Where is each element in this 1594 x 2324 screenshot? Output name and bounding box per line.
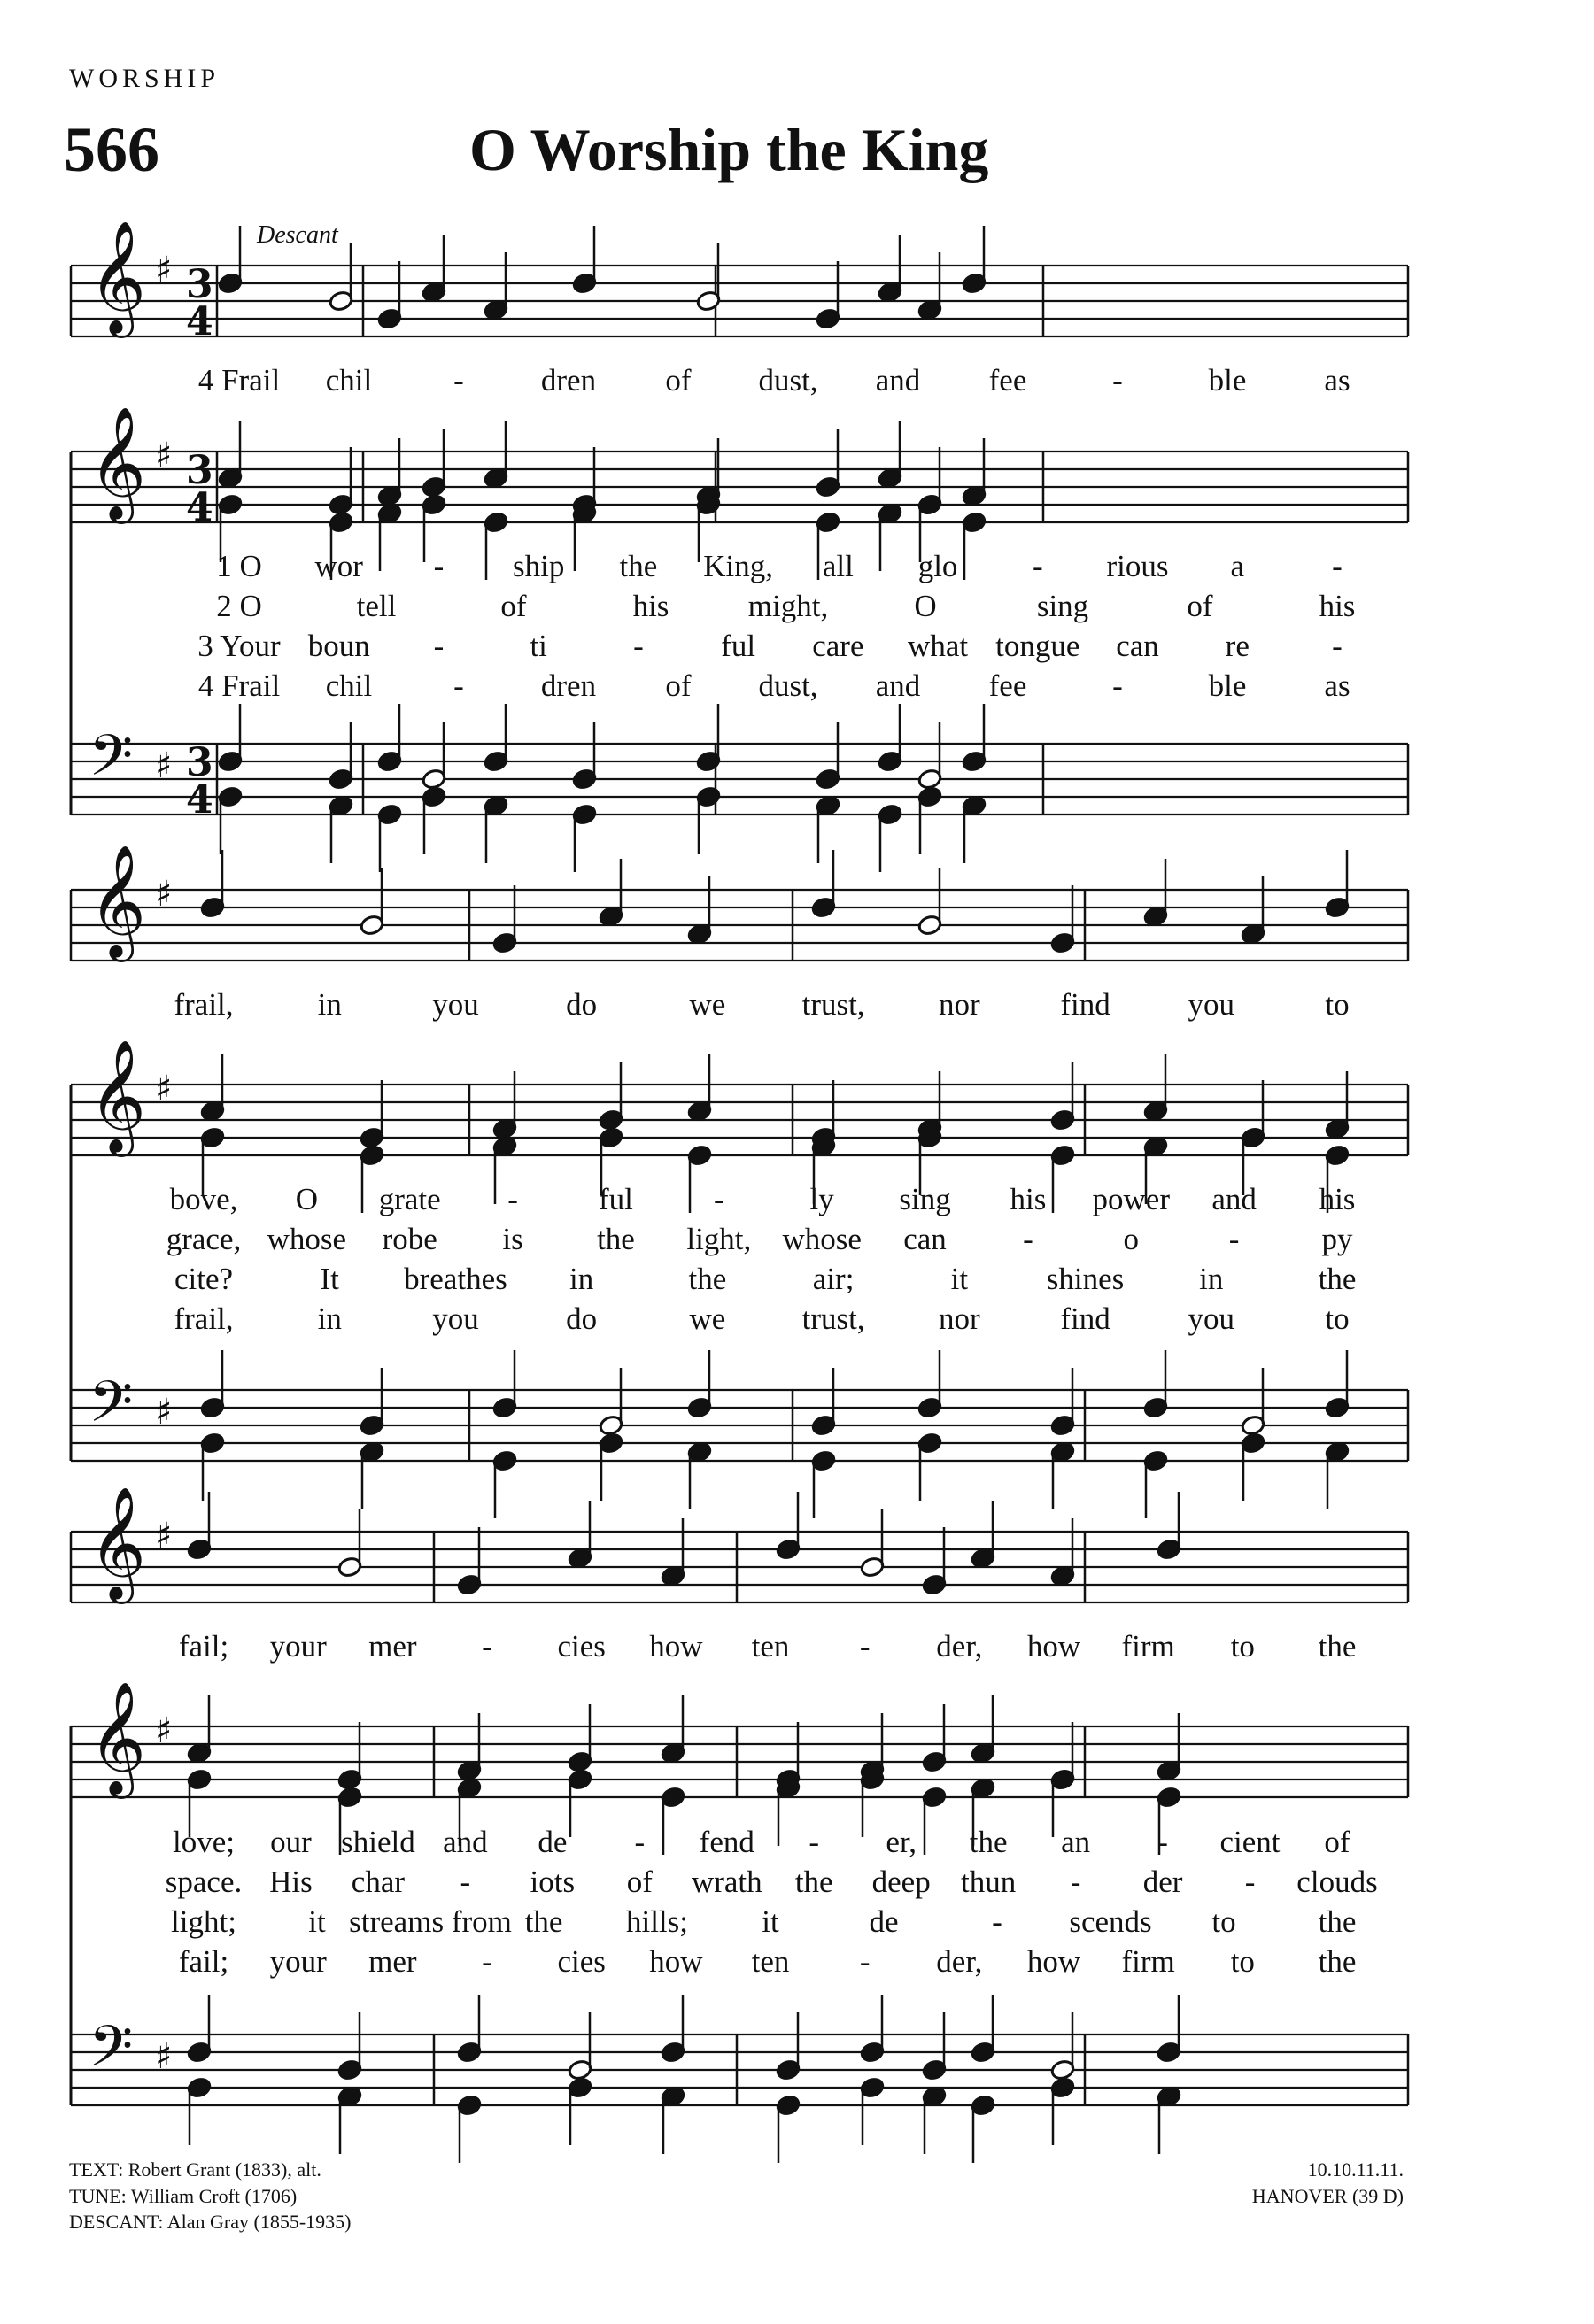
systems-2-descant_lyrics-syllable-1: fail; (178, 1629, 229, 1664)
systems-0-verses-2-syllable-5: - (633, 629, 644, 663)
system-1-descant-clef: 𝄞 (89, 220, 147, 333)
credit-tune: TUNE: William Croft (1706) (69, 2184, 298, 2207)
systems-2-verses-1-syllable-2: His (269, 1865, 313, 1899)
credit-descant: DESCANT: Alan Gray (1855-1935) (69, 2211, 352, 2234)
systems-2-verses-1-syllable-10: thun (961, 1865, 1017, 1899)
systems-2-verses-0-syllable-10: the (969, 1825, 1008, 1859)
systems-1-verses-0-syllable-2: O (295, 1182, 318, 1216)
systems-1-verses-2-syllable-4: in (569, 1262, 594, 1296)
systems-1-verses-0-syllable-5: ful (599, 1182, 633, 1216)
systems-2-verses-2-syllable-8: - (992, 1904, 1002, 1939)
systems-0-verses-0-syllable-11: a (1230, 549, 1245, 583)
systems-2-verses-2-syllable-9: scends (1069, 1904, 1152, 1939)
system-1-treble-time-top: 3 (186, 448, 213, 493)
systems-1-verses-2-syllable-5: the (688, 1262, 727, 1296)
systems-0-verses-1-syllable-2: tell (356, 589, 397, 623)
systems-0-verses-0-syllable-4: ship (512, 549, 565, 583)
systems-1-verses-2-syllable-10: the (1318, 1262, 1357, 1296)
systems-2-descant_lyrics-syllable-4: - (482, 1629, 492, 1664)
systems-1-descant_lyrics-syllable-7: nor (939, 987, 980, 1022)
systems-1-descant_lyrics-syllable-10: to (1325, 987, 1350, 1022)
systems-2-descant_lyrics-syllable-11: firm (1121, 1629, 1175, 1664)
systems-1-verses-3-syllable-1: frail, (174, 1301, 234, 1336)
systems-0-descant_lyrics-syllable-2: chil (325, 363, 373, 398)
systems-1-verses-1-syllable-8: can (903, 1222, 947, 1256)
systems-1-verses-0-syllable-9: his (1010, 1182, 1047, 1216)
systems-0-verses-3-syllable-6: dust, (758, 668, 818, 703)
systems-2-verses-3-syllable-3: mer (368, 1944, 417, 1979)
systems-1-descant_lyrics-syllable-2: in (317, 987, 342, 1022)
systems-2-verses-1-syllable-3: char (351, 1865, 406, 1899)
systems-2-verses-3-syllable-4: - (482, 1944, 492, 1979)
systems-2-verses-3-syllable-10: how (1026, 1944, 1081, 1979)
systems-0-verses-1-syllable-9: his (1319, 589, 1356, 623)
systems-0-verses-1-syllable-1: 2 O (216, 589, 262, 623)
system-1-descant-time-top: 3 (186, 262, 213, 307)
systems-1-verses-0-syllable-4: - (507, 1182, 518, 1216)
systems-2-descant_lyrics-syllable-9: der, (936, 1629, 983, 1664)
systems-0-verses-0-syllable-1: 1 O (216, 549, 262, 583)
systems-0-verses-2-syllable-9: tongue (995, 629, 1080, 663)
systems-1-descant_lyrics-syllable-1: frail, (174, 987, 234, 1022)
systems-0-verses-3-syllable-5: of (665, 668, 692, 703)
systems-0-descant_lyrics-syllable-10: ble (1208, 363, 1247, 398)
systems-2-descant_lyrics-syllable-5: cies (557, 1629, 606, 1664)
system-3-bass-clef: 𝄢 (89, 2014, 134, 2094)
systems-2-descant_lyrics-syllable-12: to (1230, 1629, 1255, 1664)
systems-0-verses-3-syllable-10: ble (1208, 668, 1247, 703)
system-1-descant-key: ♯ (155, 250, 173, 290)
systems-2-verses-0-syllable-14: of (1324, 1825, 1350, 1859)
systems-2-verses-1-syllable-6: of (626, 1865, 653, 1899)
systems-0-verses-2-syllable-6: ful (721, 629, 756, 663)
systems-2-verses-0-syllable-13: cient (1219, 1825, 1281, 1859)
systems-0-verses-3-syllable-11: as (1324, 668, 1350, 703)
system-2-bass-key: ♯ (155, 1392, 173, 1432)
systems-0-descant_lyrics-syllable-5: of (665, 363, 692, 398)
systems-1-verses-3-syllable-10: to (1325, 1301, 1350, 1336)
hymn-title: O Worship the King (469, 116, 989, 183)
systems-2-verses-1-syllable-4: - (460, 1865, 471, 1899)
systems-2-verses-2-syllable-3: streams from (349, 1904, 512, 1939)
systems-2-verses-2-syllable-6: it (762, 1904, 779, 1939)
systems-0-verses-1-syllable-4: his (632, 589, 669, 623)
systems-1-verses-2-syllable-6: air; (812, 1262, 855, 1296)
system-1-treble-key: ♯ (155, 436, 173, 476)
system-1-treble-time-bottom: 4 (186, 485, 213, 530)
systems-2-verses-0-syllable-8: - (809, 1825, 820, 1859)
systems-2-verses-3-syllable-8: - (859, 1944, 871, 1979)
systems-2-verses-1-syllable-13: - (1244, 1865, 1256, 1899)
systems-2-verses-3-syllable-5: cies (557, 1944, 606, 1979)
systems-1-verses-1-syllable-9: - (1023, 1222, 1033, 1256)
systems-0-verses-0-syllable-10: rious (1106, 549, 1169, 583)
systems-2-verses-0-syllable-3: shield (341, 1825, 415, 1859)
tune-name: HANOVER (39 D) (1251, 2184, 1404, 2207)
systems-0-descant_lyrics-syllable-7: and (875, 363, 921, 398)
systems-1-descant_lyrics-syllable-4: do (566, 987, 598, 1022)
systems-0-verses-1-syllable-8: of (1187, 589, 1213, 623)
systems-1-verses-2-syllable-3: breathes (404, 1262, 507, 1296)
systems-1-verses-1-syllable-4: is (502, 1222, 523, 1256)
systems-0-verses-1-syllable-3: of (500, 589, 527, 623)
system-1-bass-clef: 𝄢 (89, 723, 134, 803)
systems-2-verses-3-syllable-6: how (649, 1944, 703, 1979)
systems-2-verses-1-syllable-14: clouds (1296, 1865, 1378, 1899)
systems-1-verses-1-syllable-6: light, (686, 1222, 752, 1256)
systems-1-verses-0-syllable-12: his (1319, 1182, 1356, 1216)
systems-1-verses-3-syllable-8: find (1060, 1301, 1110, 1336)
credits-left (69, 2157, 352, 2235)
systems-2-verses-2-syllable-7: de (869, 1904, 899, 1939)
systems-0-verses-0-syllable-8: glo (917, 549, 958, 583)
systems-0-descant_lyrics-syllable-1: 4 Frail (197, 363, 281, 398)
systems-2-descant_lyrics-syllable-8: - (859, 1629, 871, 1664)
systems-1-verses-3-syllable-4: do (566, 1301, 598, 1336)
systems-1-verses-3-syllable-6: trust, (801, 1301, 865, 1336)
systems-1-verses-1-syllable-2: whose (267, 1222, 347, 1256)
systems-2-verses-1-syllable-5: iots (530, 1865, 576, 1899)
systems-0-verses-3-syllable-7: and (875, 668, 921, 703)
systems-2-descant_lyrics-syllable-3: mer (368, 1629, 417, 1664)
credits-right (1252, 2157, 1404, 2209)
systems-2-verses-2-syllable-1: light; (171, 1904, 236, 1939)
systems-1-verses-3-syllable-9: you (1188, 1301, 1235, 1336)
system-2-bass-clef: 𝄢 (89, 1370, 134, 1449)
system-2-descant-key: ♯ (155, 874, 173, 915)
systems-1-descant_lyrics-syllable-6: trust, (801, 987, 865, 1022)
systems-2-verses-2-syllable-11: the (1318, 1904, 1357, 1939)
systems-2-verses-0-syllable-12: - (1157, 1825, 1168, 1859)
systems-1-descant_lyrics-syllable-3: you (432, 987, 479, 1022)
systems-0-verses-0-syllable-2: wor (314, 549, 363, 583)
systems-2-verses-1-syllable-11: - (1070, 1865, 1081, 1899)
systems-2-verses-2-syllable-10: to (1211, 1904, 1236, 1939)
system-2-descant-clef: 𝄞 (89, 844, 147, 957)
systems-0-verses-0-syllable-3: - (433, 549, 445, 583)
descant-label: Descant (257, 221, 338, 249)
systems-2-verses-0-syllable-4: and (443, 1825, 488, 1859)
systems-2-verses-0-syllable-7: fend (699, 1825, 754, 1859)
systems-1-descant_lyrics-syllable-9: you (1188, 987, 1235, 1022)
systems-2-verses-3-syllable-7: ten (751, 1944, 790, 1979)
systems-1-verses-1-syllable-7: whose (782, 1222, 862, 1256)
systems-2-descant_lyrics-syllable-10: how (1026, 1629, 1081, 1664)
systems-2-verses-3-syllable-11: firm (1121, 1944, 1175, 1979)
systems-1-verses-0-syllable-6: - (713, 1182, 724, 1216)
systems-0-verses-2-syllable-12: - (1332, 629, 1343, 663)
systems-1-verses-0-syllable-8: sing (899, 1182, 951, 1216)
systems-0-verses-2-syllable-7: care (812, 629, 864, 663)
systems-0-descant_lyrics-syllable-3: - (453, 363, 464, 398)
system-2-treble-key: ♯ (155, 1069, 173, 1109)
systems-0-verses-0-syllable-12: - (1332, 549, 1343, 583)
systems-0-descant_lyrics-syllable-11: as (1324, 363, 1350, 398)
systems-0-verses-2-syllable-2: boun (307, 629, 370, 663)
credit-text: TEXT: Robert Grant (1833), alt. (69, 2158, 321, 2181)
system-2-treble-clef: 𝄞 (89, 1038, 147, 1152)
system-1-bass-key: ♯ (155, 745, 173, 786)
systems-2-verses-0-syllable-9: er, (886, 1825, 917, 1859)
systems-0-descant_lyrics-syllable-4: dren (540, 363, 597, 398)
systems-0-verses-2-syllable-11: re (1225, 629, 1250, 663)
system-3-descant-key: ♯ (155, 1516, 173, 1556)
systems-1-descant_lyrics-syllable-8: find (1060, 987, 1110, 1022)
systems-1-verses-3-syllable-2: in (317, 1301, 342, 1336)
systems-1-verses-0-syllable-11: and (1211, 1182, 1257, 1216)
system-3-descant-clef: 𝄞 (89, 1486, 147, 1599)
systems-2-verses-3-syllable-12: to (1230, 1944, 1255, 1979)
system-3-bass-key: ♯ (155, 2036, 173, 2077)
systems-1-verses-1-syllable-10: o (1123, 1222, 1140, 1256)
system-1-treble-clef: 𝄞 (89, 405, 147, 519)
systems-2-verses-0-syllable-6: - (634, 1825, 646, 1859)
systems-0-descant_lyrics-syllable-6: dust, (758, 363, 818, 398)
systems-2-verses-2-syllable-5: hills; (625, 1904, 689, 1939)
systems-2-verses-2-syllable-4: the (524, 1904, 563, 1939)
hymn-number: 566 (64, 114, 159, 185)
systems-0-verses-2-syllable-8: what (908, 629, 969, 663)
systems-1-verses-3-syllable-5: we (689, 1301, 726, 1336)
systems-1-verses-0-syllable-1: bove, (169, 1182, 238, 1216)
systems-1-verses-2-syllable-7: it (950, 1262, 969, 1296)
systems-0-verses-3-syllable-9: - (1112, 668, 1123, 703)
systems-0-verses-2-syllable-4: ti (530, 629, 547, 663)
system-3-treble-key: ♯ (155, 1710, 173, 1751)
systems-1-verses-2-syllable-9: in (1199, 1262, 1224, 1296)
systems-2-descant_lyrics-syllable-13: the (1318, 1629, 1357, 1664)
systems-1-verses-1-syllable-11: - (1228, 1222, 1240, 1256)
system-1-bass-time-bottom: 4 (186, 777, 213, 822)
systems-1-verses-2-syllable-2: It (320, 1262, 339, 1296)
systems-1-verses-0-syllable-3: grate (378, 1182, 441, 1216)
systems-0-verses-2-syllable-1: 3 Your (197, 629, 281, 663)
systems-0-verses-0-syllable-6: King, (703, 549, 773, 583)
systems-0-verses-3-syllable-2: chil (325, 668, 373, 703)
systems-2-verses-1-syllable-1: space. (165, 1865, 243, 1899)
systems-2-verses-1-syllable-7: wrath (691, 1865, 762, 1899)
systems-0-verses-0-syllable-5: the (619, 549, 658, 583)
systems-2-descant_lyrics-syllable-6: how (649, 1629, 703, 1664)
systems-1-verses-2-syllable-1: cite? (174, 1262, 234, 1296)
systems-0-verses-3-syllable-1: 4 Frail (197, 668, 281, 703)
systems-0-verses-0-syllable-7: all (822, 549, 854, 583)
systems-0-verses-2-syllable-3: - (433, 629, 445, 663)
systems-0-verses-2-syllable-10: can (1116, 629, 1159, 663)
systems-0-verses-0-syllable-9: - (1032, 549, 1043, 583)
systems-1-verses-1-syllable-3: robe (382, 1222, 437, 1256)
systems-0-verses-3-syllable-4: dren (540, 668, 597, 703)
systems-1-verses-0-syllable-10: power (1092, 1182, 1170, 1216)
systems-2-verses-3-syllable-2: your (269, 1944, 327, 1979)
systems-0-descant_lyrics-syllable-9: - (1112, 363, 1123, 398)
systems-0-verses-1-syllable-6: O (914, 589, 937, 623)
systems-0-verses-3-syllable-8: fee (988, 668, 1027, 703)
systems-0-descant_lyrics-syllable-8: fee (988, 363, 1027, 398)
systems-2-verses-0-syllable-11: an (1061, 1825, 1091, 1859)
systems-1-verses-0-syllable-7: ly (809, 1182, 834, 1216)
systems-2-verses-0-syllable-1: love; (173, 1825, 235, 1859)
systems-0-verses-1-syllable-5: might, (747, 589, 829, 623)
systems-1-verses-1-syllable-12: py (1321, 1222, 1353, 1256)
systems-2-verses-1-syllable-9: deep (871, 1865, 931, 1899)
systems-1-verses-3-syllable-3: you (432, 1301, 479, 1336)
system-3-treble-clef: 𝄞 (89, 1680, 147, 1794)
systems-2-verses-3-syllable-1: fail; (178, 1944, 229, 1979)
systems-1-verses-3-syllable-7: nor (939, 1301, 980, 1336)
systems-0-verses-1-syllable-7: sing (1036, 589, 1089, 623)
systems-2-descant_lyrics-syllable-2: your (269, 1629, 327, 1664)
systems-2-verses-3-syllable-9: der, (936, 1944, 983, 1979)
system-1-bass-time-top: 3 (186, 740, 213, 785)
meter: 10.10.11.11. (1307, 2158, 1404, 2181)
systems-1-verses-1-syllable-5: the (597, 1222, 635, 1256)
systems-2-verses-0-syllable-2: our (270, 1825, 312, 1859)
systems-1-verses-2-syllable-8: shines (1046, 1262, 1125, 1296)
systems-2-descant_lyrics-syllable-7: ten (751, 1629, 790, 1664)
systems-0-verses-3-syllable-3: - (453, 668, 464, 703)
systems-2-verses-1-syllable-8: the (794, 1865, 833, 1899)
systems-2-verses-3-syllable-13: the (1318, 1944, 1357, 1979)
systems-2-verses-0-syllable-5: de (538, 1825, 568, 1859)
systems-1-descant_lyrics-syllable-5: we (689, 987, 726, 1022)
systems-1-verses-1-syllable-1: grace, (166, 1222, 242, 1256)
systems-2-verses-1-syllable-12: der (1142, 1865, 1183, 1899)
systems-2-verses-2-syllable-2: it (308, 1904, 326, 1939)
system-1-descant-time-bottom: 4 (186, 299, 213, 344)
section-label: WORSHIP (69, 64, 221, 93)
